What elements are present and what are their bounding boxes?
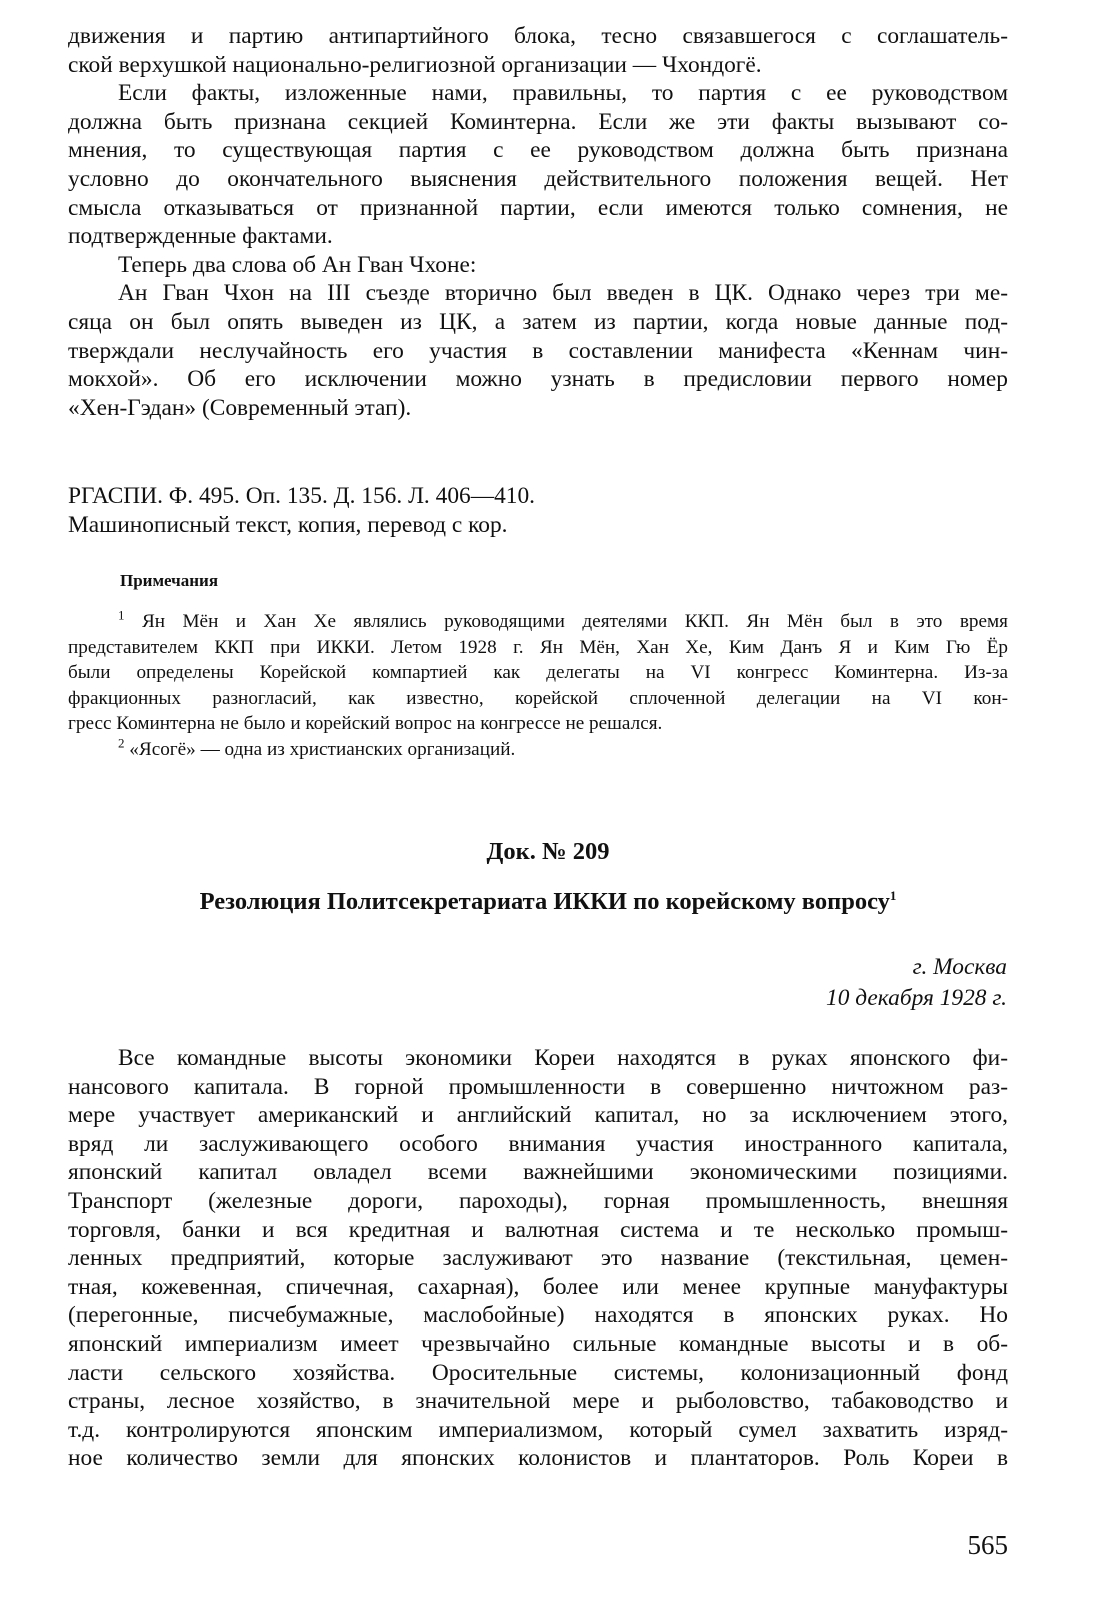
footnote-line: были определены Корейской компартией как делегаты на VI конгресс Коминтерна. Из-за <box>68 662 1008 684</box>
footnote-line: представителем ККП при ИККИ. Летом 1928 г. Ян Мён, Хан Хе, Ким Данъ Я и Ким Гю Ёр <box>68 636 1008 658</box>
notes-heading: Примечания <box>120 571 219 590</box>
text-line: тная, кожевенная, спичечная, сахарная), более или менее крупные мануфактуры <box>68 1273 1008 1300</box>
text-line: Все командные высоты экономики Кореи находятся в руках японского фи- <box>118 1045 1008 1071</box>
text-line: нансового капитала. В горной промышленности в совершенно ничтожном раз- <box>68 1073 1008 1100</box>
text-line: мнения, то существующая партия с ее руководством должна быть признана <box>68 137 1008 164</box>
text-line: Ан Гван Чхон на III съезде вторично был введен в ЦК. Однако через три ме- <box>118 280 1008 307</box>
text-line: ской верхушкой национально-религиозной организации — Чхондогё. <box>68 51 762 78</box>
source-citation <box>68 482 1008 539</box>
text-line: смысла отказываться от признанной партии, если имеются только сомнения, не <box>68 194 1008 221</box>
text-line: «Хен-Гэдан» (Современный этап). <box>68 394 412 421</box>
text-line: японский империализм имеет чрезвычайно сильные командные высоты и в об- <box>68 1330 1008 1357</box>
footnote-line: гресс Коминтерна не было и корейский вопрос на конгрессе не решался. <box>68 713 663 735</box>
text-line: подтвержденные фактами. <box>68 223 333 250</box>
text-line: мокхой». Об его исключении можно узнать в предисловии первого номер <box>68 366 1008 393</box>
text-line: мере участвует американский и английский капитал, но за исключением этого, <box>68 1102 1008 1129</box>
text-line: ное количество земли для японских колонистов и плантаторов. Роль Кореи в <box>68 1445 1008 1472</box>
text-line: торговля, банки и вся кредитная и валютная система и те несколько промыш- <box>68 1216 1008 1243</box>
text-line: японский капитал овладел всеми важнейшими экономическими позициями. <box>68 1159 1008 1186</box>
document-title: Резолюция Политсекретариата ИККИ по корейскому вопросу$^1$ <box>199 887 897 915</box>
text-line: тверждали неслучайность его участия в составлении манифеста «Кеннам чин- <box>68 337 1008 364</box>
footnote-line: фракционных разногласий, как известно, корейской сплоченной делегации на VI кон- <box>68 687 1008 709</box>
text-line: движения и партию антипартийного блока, тесно связавшегося с соглашатель- <box>68 23 1008 49</box>
footnote-1-line: $^1$ Ян Мён и Хан Хе являлись руководящими деятелями ККП. Ян Мён был в это время <box>118 607 1009 632</box>
text-line: ласти сельского хозяйства. Оросительные системы, колонизационный фонд <box>68 1359 1008 1386</box>
footnote-marker: 1 <box>118 607 125 623</box>
text-line: Теперь два слова об Ан Гван Чхоне: <box>118 251 477 278</box>
document-number: Док. № 209 <box>486 838 610 865</box>
document-place: г. Москва <box>912 954 1007 980</box>
place-date <box>826 952 1007 1014</box>
text-line: т.д. контролируются японским империализмом, который сумел захватить изряд- <box>68 1416 1008 1443</box>
document-date: 10 декабря 1928 г. <box>826 985 1007 1011</box>
text-line: Если факты, изложенные нами, правильны, то партия с ее руководством <box>118 80 1008 107</box>
text-line: должна быть признана секцией Коминтерна. Если же эти факты вызывают со- <box>68 108 1008 135</box>
footnotes <box>68 609 1008 763</box>
source-description: Машинописный текст, копия, перевод с кор. <box>68 511 508 538</box>
continuation-text <box>68 22 1008 422</box>
archive-reference: РГАСПИ. Ф. 495. Оп. 135. Д. 156. Л. 406—410. <box>68 483 536 509</box>
text-line: ленных предприятий, которые заслуживают это название (текстильная, цемен- <box>68 1245 1008 1272</box>
text-line: страны, лесное хозяйство, в значительной мере и рыболовство, табаководство и <box>68 1388 1008 1415</box>
page-number: 565 <box>967 1530 1008 1560</box>
text-line: вряд ли заслуживающего особого внимания участия иностранного капитала, <box>68 1130 1008 1157</box>
footnote-2-line: $^2$ «Ясогё» — одна из христианских организаций. <box>118 735 516 760</box>
body-text <box>68 1044 1008 1473</box>
text-line: условно до окончательного выяснения действительного положения вещей. Нет <box>68 165 1008 192</box>
text-line: (перегонные, писчебумажные, маслобойные) находятся в японских руках. Но <box>68 1302 1008 1329</box>
text-line: сяца он был опять выведен из ЦК, а затем из партии, когда новые данные под- <box>68 308 1008 335</box>
title-footnote-marker: 1 <box>889 887 897 903</box>
footnote-marker: 2 <box>118 735 125 751</box>
text-line: Транспорт (железные дороги, пароходы), горная промышленность, внешняя <box>68 1187 1008 1214</box>
